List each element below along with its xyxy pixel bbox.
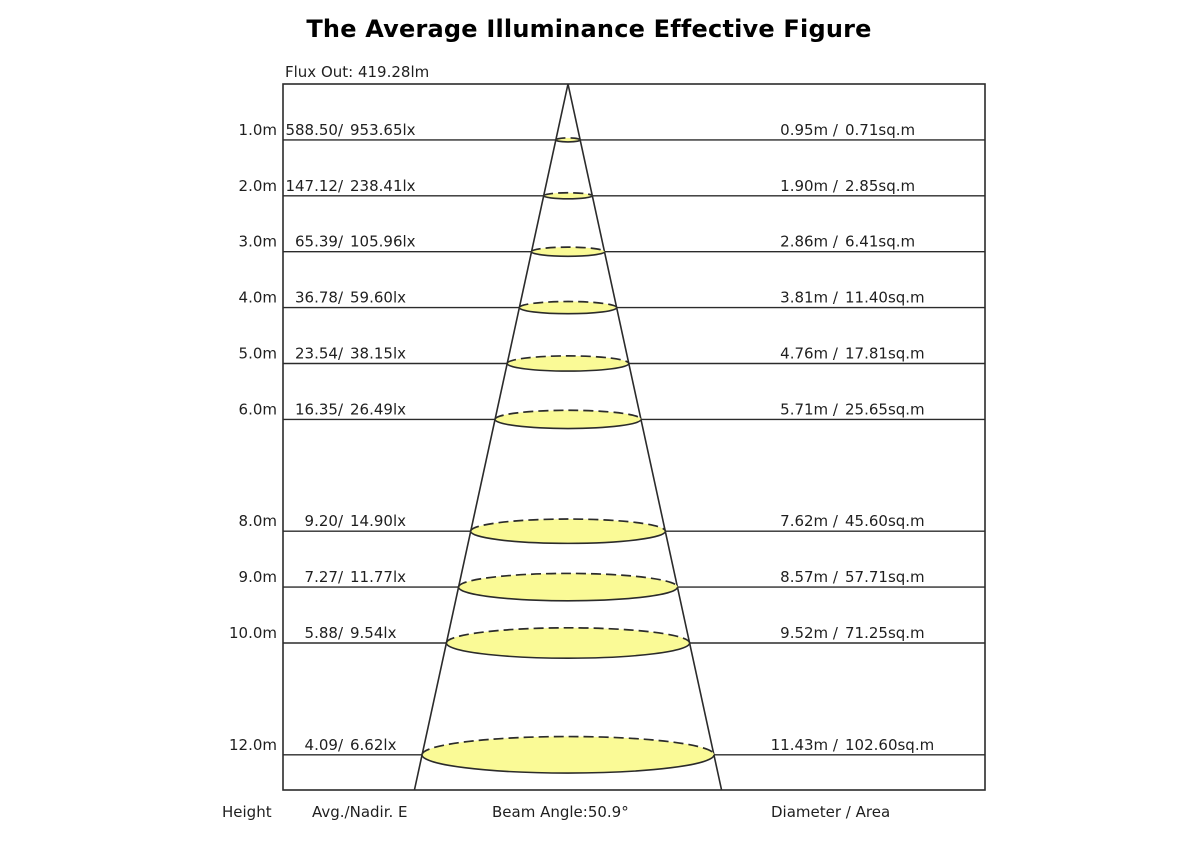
avg-nadir-value: 9.54lx <box>350 624 397 642</box>
avg-nadir-value: 38.15lx <box>350 344 406 363</box>
avg-nadir-value: 5.88/ <box>304 624 343 642</box>
diameter-area-value: 2.86m / <box>780 232 838 251</box>
diameter-area-value: 11.40sq.m <box>845 288 925 307</box>
flux-out-label: Flux Out: 419.28lm <box>285 63 430 81</box>
avg-nadir-value: 14.90lx <box>350 512 406 531</box>
diameter-area-value: 102.60sq.m <box>845 735 935 754</box>
height-label: 2.0m <box>238 176 277 195</box>
avg-nadir-value: 59.60lx <box>350 288 406 307</box>
avg-nadir-value: 7.27/ <box>304 568 343 587</box>
diameter-area-value: 2.85sq.m <box>845 176 916 195</box>
figure-title: The Average Illuminance Effective Figure <box>306 15 872 43</box>
diameter-area-value: 1.90m / <box>780 176 838 195</box>
height-label: 5.0m <box>238 344 277 363</box>
height-label: 1.0m <box>238 120 277 139</box>
diameter-area-value: 0.71sq.m <box>845 120 916 139</box>
footer-avg-nadir-label: Avg./Nadir. E <box>312 803 408 821</box>
beam-cone-edge <box>414 84 568 790</box>
avg-nadir-value: 147.12/ <box>285 176 343 195</box>
diameter-area-value: 57.71sq.m <box>845 568 925 587</box>
footer-beam-angle-label: Beam Angle:50.9° <box>492 803 629 821</box>
avg-nadir-value: 26.49lx <box>350 400 406 419</box>
avg-nadir-value: 238.41lx <box>350 176 416 195</box>
avg-nadir-value: 36.78/ <box>295 288 343 307</box>
footer-diameter-area-label: Diameter / Area <box>771 803 891 821</box>
height-label: 4.0m <box>238 288 277 307</box>
height-label: 10.0m <box>228 624 277 642</box>
beam-cone-edge <box>568 84 722 790</box>
avg-nadir-value: 105.96lx <box>350 232 416 251</box>
avg-nadir-value: 65.39/ <box>295 232 343 251</box>
height-label: 8.0m <box>238 512 277 531</box>
diameter-area-value: 7.62m / <box>780 512 838 531</box>
diameter-area-value: 25.65sq.m <box>845 400 925 419</box>
diameter-area-value: 8.57m / <box>780 568 838 587</box>
avg-nadir-value: 16.35/ <box>295 400 343 419</box>
diameter-area-value: 45.60sq.m <box>845 512 925 531</box>
height-label: 3.0m <box>238 232 277 251</box>
footer-height-label: Height <box>222 803 272 821</box>
diameter-area-value: 71.25sq.m <box>845 624 925 642</box>
diameter-area-value: 0.95m / <box>780 120 838 139</box>
diameter-area-value: 6.41sq.m <box>845 232 916 251</box>
avg-nadir-value: 588.50/ <box>285 120 343 139</box>
avg-nadir-value: 4.09/ <box>304 735 343 754</box>
height-label: 12.0m <box>228 735 277 754</box>
height-label: 6.0m <box>238 400 277 419</box>
diameter-area-value: 3.81m / <box>780 288 838 307</box>
avg-nadir-value: 953.65lx <box>350 120 416 139</box>
avg-nadir-value: 23.54/ <box>295 344 343 363</box>
avg-nadir-value: 6.62lx <box>350 735 397 754</box>
diameter-area-value: 5.71m / <box>780 400 838 419</box>
diameter-area-value: 9.52m / <box>780 624 838 642</box>
avg-nadir-value: 9.20/ <box>304 512 343 531</box>
height-label: 9.0m <box>238 568 277 587</box>
diameter-area-value: 11.43m / <box>770 735 838 754</box>
avg-nadir-value: 11.77lx <box>350 568 406 587</box>
diameter-area-value: 17.81sq.m <box>845 344 925 363</box>
diameter-area-value: 4.76m / <box>780 344 838 363</box>
